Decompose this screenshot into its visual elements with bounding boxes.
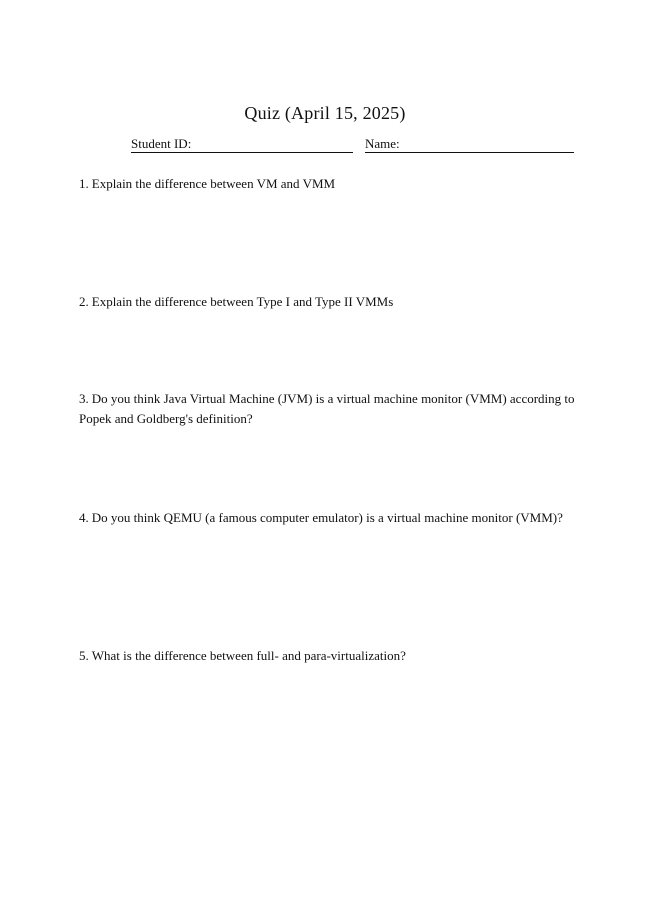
question-text: Explain the difference between Type I and Type II VMMs (91, 294, 394, 309)
question-5 (79, 646, 579, 666)
question-text: Explain the difference between VM and VMM (91, 176, 336, 191)
name-field[interactable] (365, 136, 574, 153)
student-info-row (131, 136, 576, 154)
question-2 (79, 292, 579, 312)
question-3 (79, 389, 579, 429)
question-number: 1. (79, 176, 89, 191)
student-id-field[interactable] (131, 136, 353, 153)
student-id-label: Student ID: (131, 136, 192, 151)
question-1 (79, 174, 579, 194)
question-number: 2. (79, 294, 89, 309)
page-title: Quiz (April 15, 2025) (244, 103, 406, 123)
question-text: Do you think Java Virtual Machine (JVM) is a virtual machine monitor (VMM) according to Popek and Goldberg's definition? (79, 391, 575, 426)
question-number: 4. (79, 510, 89, 525)
question-text: Do you think QEMU (a famous computer emulator) is a virtual machine monitor (VMM)? (91, 510, 563, 525)
question-number: 3. (79, 391, 89, 406)
name-label: Name: (365, 136, 400, 151)
question-4 (79, 508, 579, 528)
question-number: 5. (79, 648, 89, 663)
question-text: What is the difference between full- and para-virtualization? (91, 648, 406, 663)
